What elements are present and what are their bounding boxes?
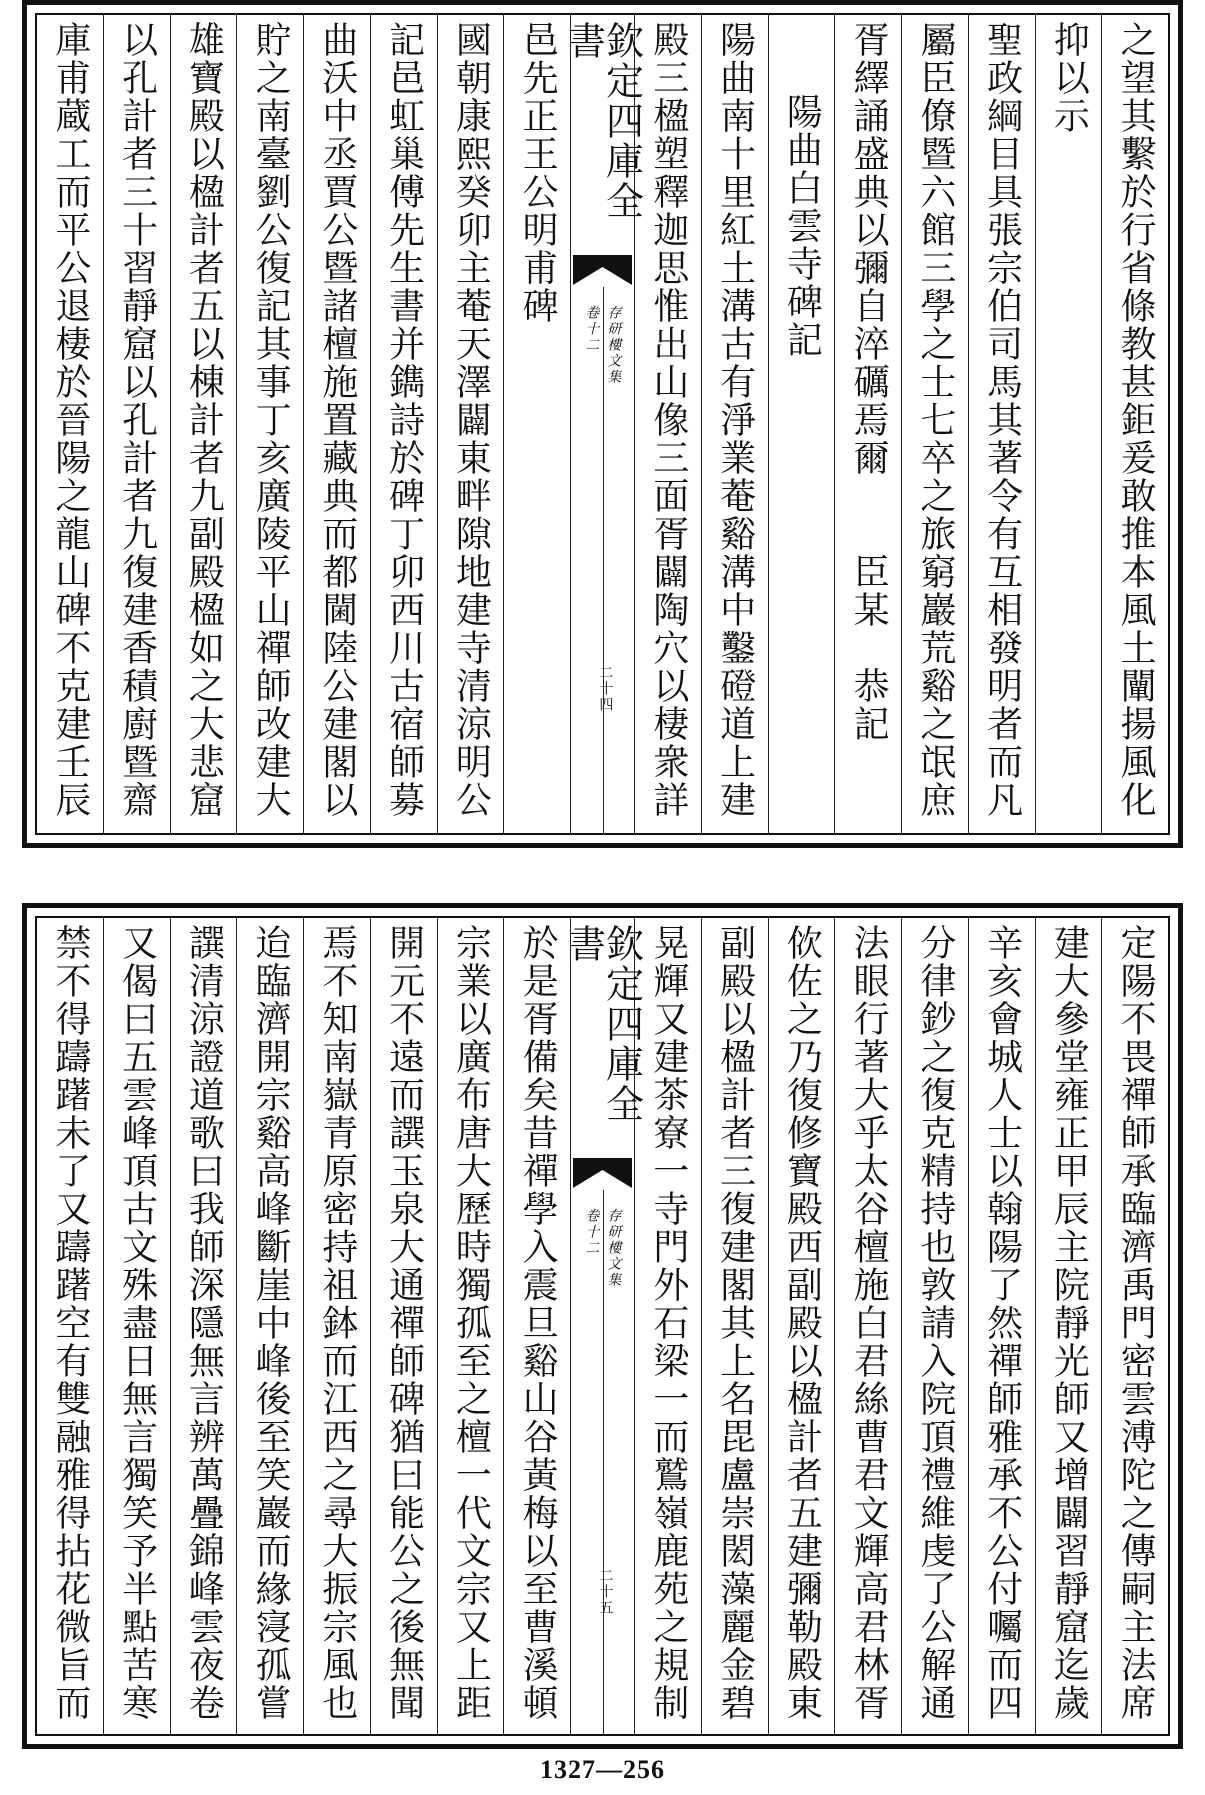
text-column: 建大參堂雍正甲辰主院靜光師又增闢習靜窟迄歲 [1035,918,1102,1734]
volume-number: 卷十二 [583,305,600,353]
text-column: 貯之南臺劉公復記其事丁亥廣陵平山禪師改建大 [236,15,303,833]
text-column: 陽曲白雲寺碑記 [768,15,835,833]
bottom-page-block [22,903,1183,1749]
text-column: 聖政綱目具張宗伯司馬其著令有互相發明者而凡 [968,15,1035,833]
text-column: 胥繹誦盛典以彌自淬礪焉爾 臣某 恭記 [834,15,901,833]
folio-number: 二十四 [597,665,614,713]
text-column: 迨臨濟開宗谿高峰斷崖中峰後至笑巖而緣寖孤嘗 [236,918,303,1734]
text-column: 邑先正王公明甫碑 [503,15,570,833]
text-column: 曲沃中丞賈公暨諸檀施置藏典而都閫陸公建閣以 [303,15,370,833]
text-column: 於是胥備矣昔禪學入震旦谿山谷黃梅以至曹溪頓 [503,918,570,1734]
fish-tail-mark-icon [573,1158,632,1188]
book-title: 欽定四庫全書 [561,21,644,221]
text-column: 禁不得躊躇未了又躊躇空有雙融雅得拈花微旨而 [49,924,91,1722]
center-fold-column [561,15,644,833]
text-column: 法眼行著大乎太谷檀施白君絲曹君文輝高君林胥 [834,918,901,1734]
text-column: 分律鈔之復克精持也敦請入院頂禮維虔了公解通 [901,918,968,1734]
text-column: 以孔計者三十習靜窟以孔計者九復建香積廚暨齋 [103,15,170,833]
text-column: 庫甫蔵工而平公退棲於晉陽之龍山碑不克建壬辰 [49,21,91,819]
text-column: 又偈曰五雲峰頂古文殊盡日無言獨笑予半點苦寒 [103,918,170,1734]
text-column: 開元不遠而譔玉泉大通禪師碑猶曰能公之後無聞 [370,918,437,1734]
text-column: 國朝康熙癸卯主菴天澤闢東畔隙地建寺清涼明公 [437,15,504,833]
fold-line [603,287,605,833]
collection-title: 存研樓文集 [605,305,622,385]
center-fold-column [561,918,644,1734]
top-page-frame [35,13,1170,835]
text-column: 定陽不畏禪師承臨濟禹門密雲溥陀之傳嗣主法席 [1101,918,1168,1734]
text-column: 宗業以廣布唐大歷時獨孤至之檀一代文宗又上距 [437,918,504,1734]
text-column: 辛亥會城人士以翰陽了然禪師雅承不公付囑而四 [968,918,1035,1734]
text-column: 陽曲南十里紅土溝古有淨業菴谿溝中鑿磴道上建 [701,15,768,833]
book-title: 欽定四庫全書 [561,924,644,1124]
text-column: 副殿以楹計者三復建閣其上名毘盧崇閎藻麗金碧 [701,918,768,1734]
text-column: 佽佐之乃復修寶殿西副殿以楹計者五建彌勒殿東 [768,918,835,1734]
text-column: 雄寶殿以楹計者五以棟計者九副殿楹如之大悲窟 [170,15,237,833]
text-column: 譔清涼證道歌曰我師深隱無言辨萬疊錦峰雲夜卷 [170,918,237,1734]
text-column: 殿三楹塑釋迦思惟出山像三面胥闢陶穴以棲衆詳 [634,15,701,833]
page-number: 1327—256 [540,1755,665,1784]
volume-number: 卷十二 [583,1208,600,1256]
collection-title: 存研樓文集 [605,1208,622,1288]
text-column: 屬臣僚暨六館三學之士七卒之旅窮巖荒谿之氓庶 [901,15,968,833]
text-column: 焉不知南嶽青原密持祖鉢而江西之尋大振宗風也 [303,918,370,1734]
folio-number: 二十五 [597,1568,614,1616]
text-column: 晃輝又建茶寮一寺門外石梁一而鷲嶺鹿苑之規制 [634,918,701,1734]
bottom-page-frame [35,916,1170,1736]
text-column: 之望其繫於行省條教甚鉅爰敢推本風土闡揚風化 [1101,15,1168,833]
fold-line [603,1190,605,1734]
top-page-block [22,0,1183,848]
text-column: 記邑虹巢傅先生書并鐫詩於碑丁卯西川古宿師募 [370,15,437,833]
text-column: 抑以示 [1035,15,1102,833]
fish-tail-mark-icon [573,255,632,285]
